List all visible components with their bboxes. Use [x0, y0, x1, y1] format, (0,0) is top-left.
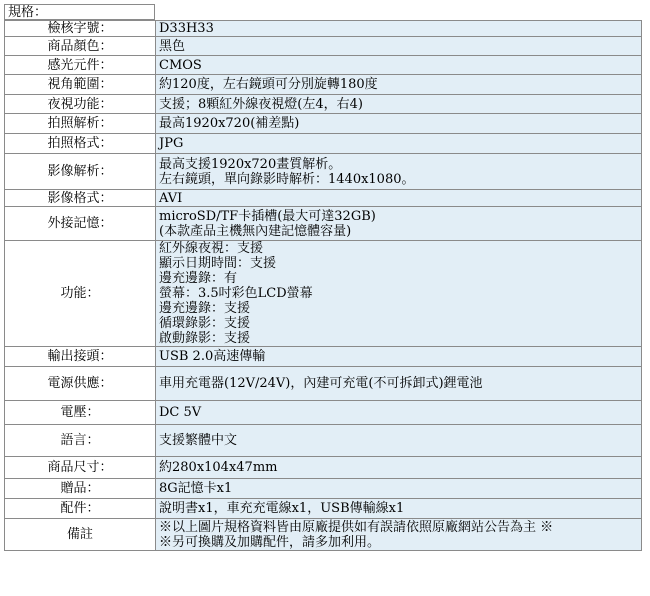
spec-value: [156, 75, 642, 95]
spec-value: [156, 401, 642, 425]
spec-value-line: D33H33: [159, 21, 214, 36]
spec-value: [156, 347, 642, 367]
spec-value-line: 車用充電器(12V/24V)，內建可充電(不可拆卸式)鋰電池: [159, 376, 483, 391]
spec-value-line: 最高支援1920x720畫質解析。: [159, 156, 342, 172]
spec-label: 配件：: [5, 499, 156, 519]
spec-value-line: (本款產品主機無內建記憶體容量): [159, 223, 352, 239]
spec-value-line: 邊充邊錄：支援: [159, 301, 251, 316]
spec-row: [5, 134, 642, 154]
spec-label: 檢核字號：: [5, 21, 156, 37]
spec-value: [156, 499, 642, 519]
spec-row: [5, 479, 642, 499]
spec-row: [5, 114, 642, 134]
spec-table: [4, 20, 642, 551]
spec-value: [156, 479, 642, 499]
spec-value: [156, 457, 642, 479]
spec-value-line: USB 2.0高速傳輸: [159, 349, 266, 364]
spec-label: 視角範圍：: [5, 75, 156, 95]
spec-row: [5, 154, 642, 190]
spec-value: [156, 21, 642, 37]
spec-value: [156, 519, 642, 551]
spec-label: 電源供應：: [5, 367, 156, 401]
spec-label: 電壓：: [5, 401, 156, 425]
spec-value: [156, 425, 642, 457]
spec-value-line: microSD/TF卡插槽(最大可達32GB): [159, 208, 376, 224]
spec-value-line: CMOS: [159, 57, 202, 73]
spec-value-line: 螢幕：3.5吋彩色LCD螢幕: [159, 286, 313, 301]
spec-label: 商品顏色：: [5, 37, 156, 56]
spec-value-line: 邊充邊錄：有: [159, 271, 238, 286]
spec-row: [5, 75, 642, 95]
spec-value-line: 8G記憶卡x1: [159, 481, 233, 496]
spec-value-line: 黑色: [159, 38, 186, 54]
spec-row: [5, 207, 642, 241]
spec-value-line: 顯示日期時間：支援: [159, 256, 277, 271]
spec-value: [156, 241, 642, 347]
spec-row: [5, 190, 642, 207]
spec-row: [5, 401, 642, 425]
spec-label: 影像格式：: [5, 190, 156, 207]
spec-value-line: 左右鏡頭，單向錄影時解析：1440x1080。: [159, 171, 415, 187]
spec-value: [156, 114, 642, 134]
spec-label: 拍照格式：: [5, 134, 156, 154]
spec-value: [156, 134, 642, 154]
spec-value-line: 紅外線夜視：支援: [159, 241, 264, 256]
spec-label: 拍照解析：: [5, 114, 156, 134]
spec-row: [5, 425, 642, 457]
spec-row: [5, 56, 642, 75]
header-divider: [154, 4, 155, 20]
spec-value-line: AVI: [159, 190, 183, 206]
spec-label: 影像解析：: [5, 154, 156, 190]
spec-label: 商品尺寸：: [5, 457, 156, 479]
spec-value: [156, 190, 642, 207]
spec-row: [5, 95, 642, 114]
spec-label: 夜視功能：: [5, 95, 156, 114]
spec-row: [5, 499, 642, 519]
spec-row: [5, 241, 642, 347]
spec-value-line: 啟動錄影：支援: [159, 331, 251, 346]
spec-value-line: ※以上圖片規格資料皆由原廠提供如有誤請依照原廠網站公告為主 ※: [159, 519, 554, 535]
spec-value-line: ※另可換購及加購配件，請多加利用。: [159, 534, 381, 550]
spec-value: [156, 367, 642, 401]
spec-value-line: 支援；8顆紅外線夜視燈(左4，右4): [159, 96, 363, 112]
spec-row: [5, 37, 642, 56]
spec-label: 輸出接頭：: [5, 347, 156, 367]
spec-value-line: 約120度，左右鏡頭可分別旋轉180度: [159, 77, 378, 92]
spec-value-line: 循環錄影：支援: [159, 316, 251, 331]
spec-value-line: 支援繁體中文: [159, 433, 238, 448]
spec-value: [156, 95, 642, 114]
spec-header: 規格：: [4, 4, 154, 20]
spec-value: [156, 37, 642, 56]
spec-label: 贈品：: [5, 479, 156, 499]
spec-value-line: 約280x104x47mm: [159, 460, 278, 475]
spec-value-line: 最高1920x720(補差點): [159, 116, 300, 131]
spec-value: [156, 207, 642, 241]
spec-row: [5, 457, 642, 479]
spec-label: 功能：: [5, 241, 156, 347]
spec-label: 外接記憶：: [5, 207, 156, 241]
spec-value-line: 說明書x1，車充充電線x1，USB傳輸線x1: [159, 501, 405, 516]
spec-label: 語言：: [5, 425, 156, 457]
spec-table-body: [5, 21, 642, 551]
spec-row: [5, 21, 642, 37]
spec-value-line: JPG: [159, 136, 184, 151]
spec-row: [5, 519, 642, 551]
spec-label: 備註: [5, 519, 156, 551]
spec-value: [156, 56, 642, 75]
spec-value: [156, 154, 642, 190]
spec-row: [5, 347, 642, 367]
spec-row: [5, 367, 642, 401]
spec-label: 感光元件：: [5, 56, 156, 75]
spec-value-line: DC 5V: [159, 405, 202, 420]
